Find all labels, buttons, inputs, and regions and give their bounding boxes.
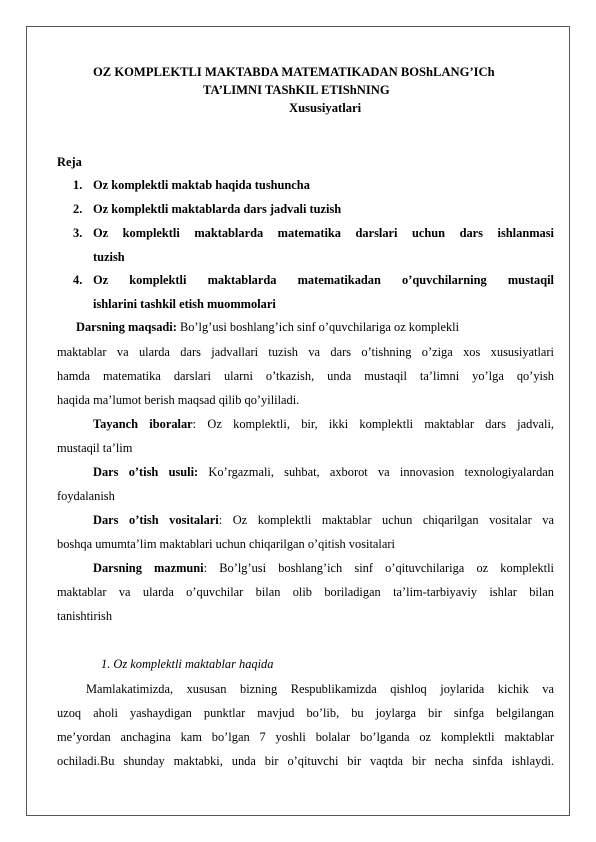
plan-item-2: Oz komplektli maktablarda dars jadvali tuzish bbox=[93, 202, 342, 216]
method-last-line: foydalanish bbox=[57, 489, 115, 503]
plan-item-4-line-1: Oz komplektli maktablarda matematikadan o’quvchilarning mustaqil bbox=[93, 273, 554, 287]
title-line-1: OZ KOMPLEKTLI MAKTABDA MATEMATIKADAN BOShLANG’ICh bbox=[93, 65, 495, 79]
plan-item-4-num: 4. bbox=[73, 273, 83, 287]
tools-last-line: boshqa umumta’lim maktablari uchun chiqarilgan o’qitish vositalari bbox=[57, 537, 395, 551]
concepts-first-line bbox=[93, 417, 554, 432]
concepts-text: : Oz komplektli, bir, ikki komplektli maktablar dars jadvali, bbox=[192, 417, 554, 431]
title-line-3: Xususiyatlari bbox=[289, 101, 362, 115]
purpose-label: Darsning maqsadi: bbox=[76, 320, 177, 334]
purpose-first-line bbox=[76, 320, 459, 335]
plan-heading: Reja bbox=[57, 155, 82, 169]
title-line-2: TA’LIMNI TAShKIL ETIShNING bbox=[203, 83, 390, 97]
plan-item-2-num: 2. bbox=[73, 202, 83, 216]
tools-first-line bbox=[93, 513, 554, 528]
plan-item-3-line-2: tuzish bbox=[93, 250, 125, 264]
section-1-first-line: Mamlakatimizda, xususan bizning Respublikamizda qishloq joylarida kichik va bbox=[86, 682, 554, 696]
plan-item-1: Oz komplektli maktab haqida tushuncha bbox=[93, 178, 310, 192]
method-text: Ko’rgazmali, suhbat, axborot va innovasion texnologiyalardan bbox=[198, 465, 554, 479]
method-first-line bbox=[93, 465, 554, 480]
content-last-line: tanishtirish bbox=[57, 609, 113, 623]
section-1-line-4: ochiladi.Bu shunday maktabki, unda bir o’qituvchi bir vaqtda bir necha sinfda ishlaydi. bbox=[57, 754, 554, 768]
plan-item-3-line-1: Oz komplektli maktablarda matematika darslari uchun dars ishlanmasi bbox=[93, 226, 554, 240]
concepts-last-line: mustaqil ta’lim bbox=[57, 441, 133, 455]
plan-item-4-line-2: ishlarini tashkil etish muommolari bbox=[93, 297, 276, 311]
content-first-line bbox=[93, 561, 554, 576]
tools-label: Dars o’tish vositalari bbox=[93, 513, 219, 527]
section-1-line-2: uzoq aholi yashaydigan punktlar mavjud bo’lib, bu joylarga bir sinfga belgilangan bbox=[57, 706, 554, 720]
purpose-line-3: hamda matematika darslari ularni o’tkazish, unda mustaqil ta’limni yo’lga qo’yish bbox=[57, 369, 554, 383]
concepts-label: Tayanch iboralar bbox=[93, 417, 193, 431]
content-text: : Bo’lg’usi boshlang’ich sinf o’qituvchilariga oz komplektli bbox=[203, 561, 555, 575]
section-1-heading: 1. Oz komplektli maktablar haqida bbox=[101, 657, 274, 671]
method-label: Dars o’tish usuli: bbox=[93, 465, 199, 479]
section-1-line-3: me’yordan anchagina kam bo’lgan 7 yoshli bolalar bo’lganda oz komplektli maktablar bbox=[57, 730, 554, 744]
purpose-line-4: haqida ma’lumot berish maqsad qilib qo’yililadi. bbox=[57, 393, 300, 407]
content-mid-line: maktablar va ularda o’quvchilar bilan olib boriladigan ta’lim-tarbiyaviy ishlar bilan bbox=[57, 585, 554, 599]
purpose-line-2: maktablar va ularda dars jadvallari tuzish va dars o’tishning o’ziga xos xususiyatlari bbox=[57, 345, 554, 359]
content-label: Darsning mazmuni bbox=[93, 561, 204, 575]
plan-item-3-num: 3. bbox=[73, 226, 83, 240]
purpose-text: Bo’lg’usi boshlang’ich sinf o’quvchilariga oz komplekli bbox=[176, 320, 460, 334]
tools-text: : Oz komplektli maktablar uchun chiqarilgan vositalar va bbox=[218, 513, 554, 527]
plan-item-1-num: 1. bbox=[73, 178, 83, 192]
